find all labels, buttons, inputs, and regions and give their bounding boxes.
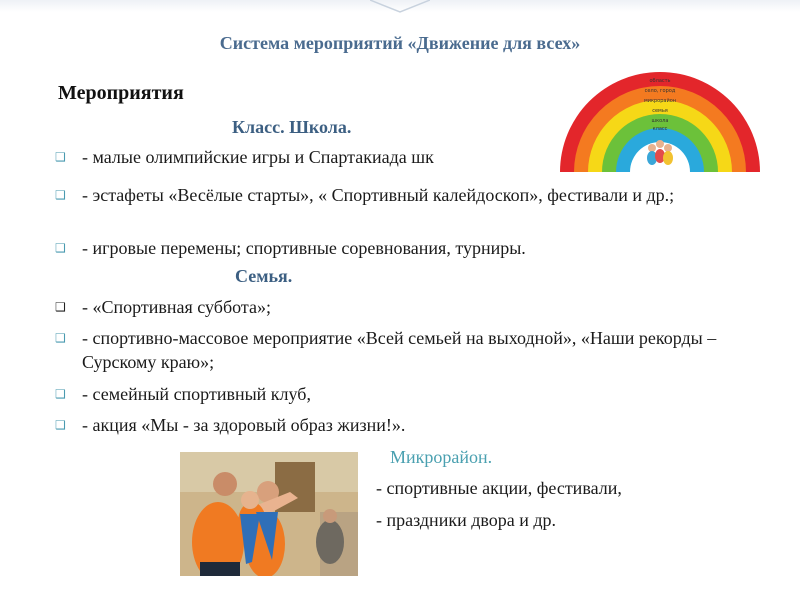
list-item: ❑ - малые олимпийские игры и Спартакиада шк (55, 147, 434, 167)
subheading-district: Микрорайон. (390, 447, 493, 467)
subheading-school: Класс. Школа. (232, 117, 352, 137)
section-heading: Мероприятия (58, 82, 184, 104)
list-item: ❑ - игровые перемены; спортивные соревнования, турниры. (55, 238, 526, 258)
rainbow-label: школа (651, 118, 669, 124)
bullet-icon: ❑ (55, 241, 66, 255)
subheading-family: Семья. (235, 266, 293, 286)
rainbow-label: семья (652, 108, 668, 114)
rainbow-label: область (649, 78, 671, 84)
slide-title: Система мероприятий «Движение для всех» (219, 33, 581, 53)
list-item: ❑ - семейный спортивный клуб, (55, 384, 311, 404)
bullet-icon: ❑ (55, 387, 66, 401)
district-item: - праздники двора и др. (376, 510, 557, 530)
rainbow-label: класс (652, 126, 668, 132)
list-item: ❑ - эстафеты «Весёлые старты», « Спортивный калейдоскоп», фестивали и др.; (55, 185, 675, 205)
list-item: ❑ - «Спортивная суббота»; (55, 297, 271, 317)
bullet-icon: ❑ (55, 331, 66, 345)
rainbow-label: микрорайон (643, 98, 677, 104)
bullet-icon: ❑ (55, 188, 66, 202)
list-item: ❑ - спортивно-массовое мероприятие «Всей семьей на выходной», «Наши рекорды – Сурскому краю»; (55, 328, 717, 372)
district-item: - спортивные акции, фестивали, (376, 478, 622, 498)
slide-chevron-decoration (370, 0, 430, 14)
rainbow-diagram (555, 72, 765, 172)
bullet-icon: ❑ (55, 150, 66, 164)
rainbow-label: село, город (644, 88, 676, 94)
bullet-icon: ❑ (55, 300, 66, 314)
bullet-icon: ❑ (55, 418, 66, 432)
list-item: ❑ - акция «Мы - за здоровый образ жизни!». (55, 415, 406, 435)
family-photo (180, 452, 358, 576)
